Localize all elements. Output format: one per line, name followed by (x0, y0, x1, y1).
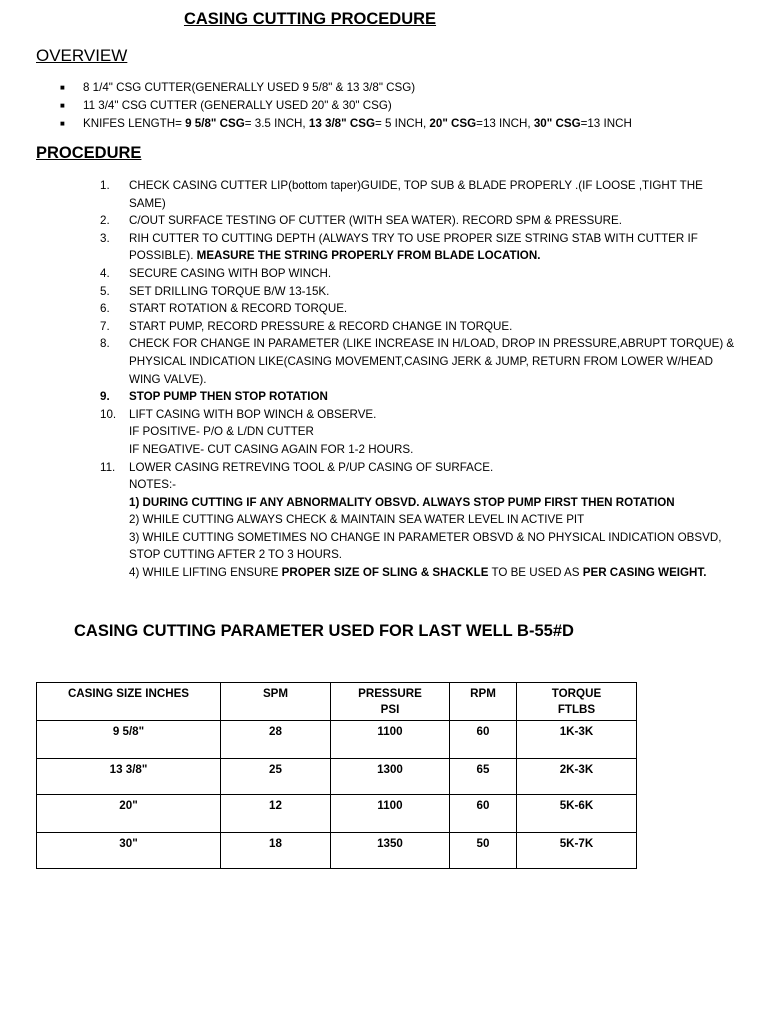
bullet-item-knifes (60, 115, 632, 133)
knifes-size: 20" CSG (429, 117, 477, 130)
step-line: LIFT CASING WITH BOP WINCH & OBSERVE. (129, 407, 377, 421)
table-header-row (37, 683, 637, 721)
note-bold: PER CASING WEIGHT. (582, 566, 707, 580)
step-line: IF NEGATIVE- CUT CASING AGAIN FOR 1-2 HOURS. (129, 442, 414, 456)
cell-spm: 18 (221, 833, 331, 869)
cell-rpm: 60 (450, 795, 517, 833)
cell-torque: 2K-3K (517, 759, 637, 795)
knifes-text: = 3.5 INCH, (244, 117, 309, 130)
cell-size: 20" (37, 795, 221, 833)
bullet-item (60, 97, 632, 115)
procedure-step (100, 335, 740, 388)
document-title: CASING CUTTING PROCEDURE (183, 10, 437, 28)
header-torque-l1: TORQUE (551, 687, 602, 700)
cell-torque: 5K-7K (517, 833, 637, 869)
knifes-size: 13 3/8" CSG (308, 117, 375, 130)
step-number: 2. (100, 214, 110, 228)
step-number: 4. (100, 266, 110, 280)
step-number: 6. (100, 302, 110, 316)
note-text: TO BE USED AS (488, 566, 583, 580)
procedure-step (100, 459, 740, 477)
bullet-text (83, 115, 632, 133)
square-bullet-icon: ■ (60, 119, 65, 128)
procedure-step (100, 388, 740, 406)
table-row (37, 833, 637, 869)
step-text: SECURE CASING WITH BOP WINCH. (129, 266, 332, 280)
procedure-step (100, 318, 740, 336)
step-text: SET DRILLING TORQUE B/W 13-15K. (129, 284, 330, 298)
procedure-step (100, 300, 740, 318)
step-number: 8. (100, 337, 110, 351)
step-text: START ROTATION & RECORD TORQUE. (129, 302, 348, 316)
cell-rpm: 50 (450, 833, 517, 869)
table-row (37, 759, 637, 795)
step-line: CHECK CASING CUTTER LIP(bottom taper)GUIDE, TOP SUB & BLADE PROPERLY .(IF LOOSE ,TIGHT THE (129, 179, 703, 192)
note-item: STOP CUTTING AFTER 2 TO 3 HOURS. (129, 548, 343, 562)
step-number: 11. (100, 460, 116, 474)
step-line: PHYSICAL INDICATION LIKE(CASING MOVEMENT,CASING JERK & JUMP, RETURN FROM LOWER W/HEAD (129, 354, 714, 368)
header-pressure-l1: PRESSURE (358, 687, 422, 700)
cell-size: 13 3/8" (37, 759, 221, 795)
cell-spm: 12 (221, 795, 331, 833)
bullet-text: 11 3/4" CSG CUTTER (GENERALLY USED 20" & 30" CSG) (83, 99, 392, 112)
step-line: IF POSITIVE- P/O & L/DN CUTTER (129, 425, 314, 439)
table-row (37, 795, 637, 833)
procedure-step (100, 230, 740, 265)
note-bold: PROPER SIZE OF SLING & SHACKLE (281, 566, 489, 580)
knifes-size: 9 5/8" CSG (185, 117, 245, 130)
header-casing-size: CASING SIZE INCHES (37, 683, 221, 721)
square-bullet-icon: ■ (60, 83, 65, 92)
cell-size: 30" (37, 833, 221, 869)
step-text (129, 230, 740, 265)
note-item (129, 564, 740, 582)
header-pressure-l2: PSI (380, 703, 400, 716)
bullet-item (60, 79, 632, 97)
note-item: 3) WHILE CUTTING SOMETIMES NO CHANGE IN PARAMETER OBSVD & NO PHYSICAL INDICATION OBSVD, (129, 530, 722, 544)
overview-heading: OVERVIEW (36, 46, 128, 65)
square-bullet-icon: ■ (60, 101, 65, 110)
cell-pressure: 1100 (331, 721, 450, 759)
cell-pressure: 1300 (331, 759, 450, 795)
header-rpm: RPM (450, 683, 517, 721)
header-torque (517, 683, 637, 721)
procedure-step (100, 406, 740, 459)
procedure-step (100, 283, 740, 301)
step-text: START PUMP, RECORD PRESSURE & RECORD CHANGE IN TORQUE. (129, 319, 513, 333)
note-item: 1) DURING CUTTING IF ANY ABNORMALITY OBSVD. ALWAYS STOP PUMP FIRST THEN ROTATION (129, 495, 675, 509)
step-line-bold: MEASURE THE STRING PROPERLY FROM BLADE LOCATION. (196, 249, 541, 263)
overview-bullet-list (60, 79, 632, 133)
knifes-text: = 5 INCH, (374, 117, 430, 130)
cell-pressure: 1100 (331, 795, 450, 833)
note-text: 4) WHILE LIFTING ENSURE (129, 566, 282, 580)
bullet-text: 8 1/4" CSG CUTTER(GENERALLY USED 9 5/8" & 13 3/8" CSG) (83, 81, 416, 94)
procedure-step (100, 265, 740, 283)
cell-rpm: 60 (450, 721, 517, 759)
knifes-text: =13 INCH (580, 117, 632, 130)
cell-torque: 1K-3K (517, 721, 637, 759)
cell-spm: 25 (221, 759, 331, 795)
header-spm: SPM (221, 683, 331, 721)
step-line: CHECK FOR CHANGE IN PARAMETER (LIKE INCREASE IN H/LOAD, DROP IN PRESSURE,ABRUPT TORQUE) & (129, 337, 735, 351)
step-number: 9. (100, 390, 110, 404)
cell-torque: 5K-6K (517, 795, 637, 833)
step-text (129, 335, 740, 388)
step-line: SAME) (129, 196, 166, 210)
table-row (37, 721, 637, 759)
notes-label: NOTES:- (129, 478, 177, 492)
step-text: C/OUT SURFACE TESTING OF CUTTER (WITH SEA WATER). RECORD SPM & PRESSURE. (129, 214, 622, 228)
step-text: STOP PUMP THEN STOP ROTATION (129, 390, 328, 404)
step-line: RIH CUTTER TO CUTTING DEPTH (ALWAYS TRY TO USE PROPER SIZE STRING STAB WITH CUTTER IF (129, 231, 698, 245)
step-number: 1. (100, 179, 110, 192)
parameter-table (36, 682, 637, 869)
step-number: 3. (100, 231, 110, 245)
procedure-step (100, 212, 740, 230)
step-text (129, 406, 740, 459)
step-text (129, 177, 740, 212)
cell-rpm: 65 (450, 759, 517, 795)
step-line: WING VALVE). (129, 372, 207, 386)
step-number: 7. (100, 319, 110, 333)
parameter-heading: CASING CUTTING PARAMETER USED FOR LAST WELL B-55#D (74, 622, 574, 640)
notes-block (129, 476, 740, 582)
knifes-text: =13 INCH, (476, 117, 534, 130)
cell-pressure: 1350 (331, 833, 450, 869)
header-pressure (331, 683, 450, 721)
step-line (129, 247, 740, 265)
procedure-heading: PROCEDURE (36, 144, 142, 162)
step-text: LOWER CASING RETREVING TOOL & P/UP CASING OF SURFACE. (129, 460, 494, 474)
knifes-text: KNIFES LENGTH= (83, 117, 186, 130)
header-torque-l2: FTLBS (557, 703, 596, 716)
step-number: 10. (100, 407, 117, 421)
knifes-size: 30" CSG (533, 117, 581, 130)
step-line-plain: POSSIBLE). (129, 249, 197, 263)
note-item: 2) WHILE CUTTING ALWAYS CHECK & MAINTAIN SEA WATER LEVEL IN ACTIVE PIT (129, 513, 585, 527)
cell-spm: 28 (221, 721, 331, 759)
step-number: 5. (100, 284, 110, 298)
cell-size: 9 5/8" (37, 721, 221, 759)
procedure-step-list (100, 177, 740, 582)
procedure-step (100, 177, 740, 212)
